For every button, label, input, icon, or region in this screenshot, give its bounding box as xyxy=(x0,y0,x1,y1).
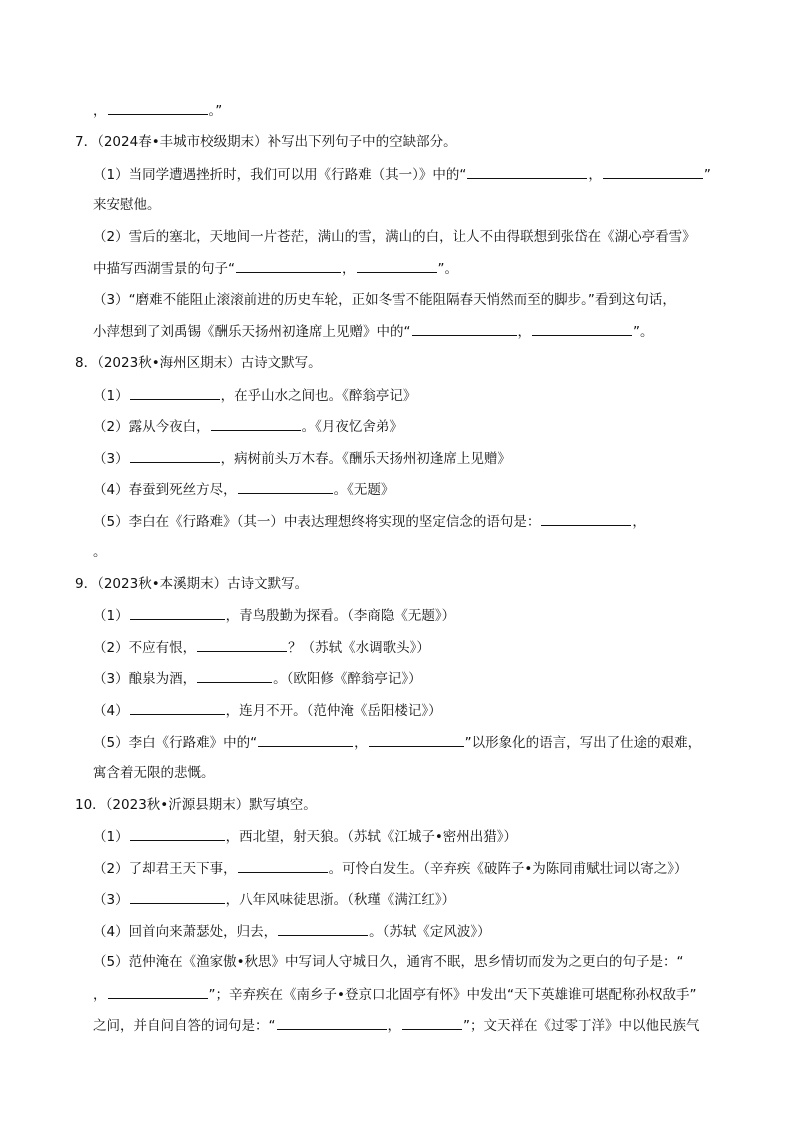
answer-blank[interactable] xyxy=(130,826,225,841)
text: 。《月夜忆舍弟》 xyxy=(301,419,403,435)
text: ， xyxy=(632,514,646,530)
text: ， xyxy=(93,987,107,1003)
q10-item-2 xyxy=(93,858,688,879)
q8-item-5-line-2: 。 xyxy=(93,544,107,560)
answer-blank[interactable] xyxy=(603,164,703,179)
text: 。可怜白发生。（辛弃疾《破阵子•为陈同甫赋壮词以寄之》） xyxy=(328,861,688,877)
question-8-header: 8．（2023秋•海州区期末）古诗文默写。 xyxy=(75,355,322,371)
text: 。” xyxy=(208,103,223,119)
text: ， xyxy=(342,261,356,277)
q7-item-1-line-2: 来安慰他。 xyxy=(93,197,161,213)
text: 小萍想到了刘禹锡《酬乐天扬州初逢席上见赠》中的“ xyxy=(93,324,411,340)
text: （2）了却君王天下事， xyxy=(93,861,237,877)
answer-blank[interactable] xyxy=(467,164,587,179)
q9-item-2 xyxy=(93,637,430,658)
text: （4）春蚕到死丝方尽， xyxy=(93,482,237,498)
answer-blank[interactable] xyxy=(108,984,208,999)
answer-blank[interactable] xyxy=(130,889,225,904)
text: （5）李白在《行路难》（其一）中表达理想终将实现的坚定信念的语句是： xyxy=(93,514,541,530)
text: ” xyxy=(703,167,711,183)
q9-item-5-line-2: 寓含着无限的悲慨。 xyxy=(93,765,215,781)
answer-blank[interactable] xyxy=(238,479,333,494)
text: （5）李白《行路难》中的“ xyxy=(93,735,258,751)
answer-blank[interactable] xyxy=(278,921,368,936)
q8-item-1 xyxy=(93,385,416,406)
text: （3） xyxy=(93,451,129,467)
text: （1） xyxy=(93,829,129,845)
answer-blank[interactable] xyxy=(130,700,225,715)
text: 中描写西湖雪景的句子“ xyxy=(93,261,235,277)
text: ， xyxy=(588,167,602,183)
text: （1） xyxy=(93,608,129,624)
text: ，在乎山水之间也。《醉翁亭记》 xyxy=(220,388,417,404)
text: ， xyxy=(387,1018,401,1034)
answer-blank[interactable] xyxy=(130,448,220,463)
q7-item-1-line-1 xyxy=(93,164,711,185)
text: （2）露从今夜白， xyxy=(93,419,210,435)
q10-item-5-line-2 xyxy=(93,984,696,1005)
text: ，连月不开。（范仲淹《岳阳楼记》） xyxy=(225,703,442,719)
answer-blank[interactable] xyxy=(197,637,287,652)
answer-blank[interactable] xyxy=(541,511,631,526)
text: （3）酿泉为酒， xyxy=(93,671,197,687)
q8-item-4 xyxy=(93,479,394,500)
question-10-header: 10．（2023秋•沂源县期末）默写填空。 xyxy=(75,797,317,813)
text: ”。 xyxy=(633,324,654,340)
q9-item-5-line-1 xyxy=(93,732,701,753)
text: （4）回首向来萧瑟处，归去， xyxy=(93,924,278,940)
text: ， xyxy=(93,103,107,119)
q9-item-4 xyxy=(93,700,442,721)
text: 。（苏轼《定风波》） xyxy=(369,924,491,940)
text: ”。 xyxy=(437,261,458,277)
text: ”以形象化的语言，写出了仕途的艰难， xyxy=(464,735,702,751)
q7-item-3-line-1: （3）“磨难不能阻止滚滚前进的历史车轮，正如冬雪不能阻隔春天悄然而至的脚步。”看到这句话， xyxy=(93,292,676,308)
text: ， xyxy=(517,324,531,340)
question-9-header: 9．（2023秋•本溪期末）古诗文默写。 xyxy=(75,576,309,592)
text: 之问，并自问自答的词句是：“ xyxy=(93,1018,276,1034)
q10-item-5-line-3 xyxy=(93,1015,700,1036)
answer-blank[interactable] xyxy=(197,668,272,683)
text: （2）不应有恨， xyxy=(93,640,197,656)
q7-item-2-line-1: （2）雪后的塞北，天地间一片苍茫，满山的雪，满山的白，让人不由得联想到张岱在《湖心亭看雪》 xyxy=(93,229,696,245)
answer-blank[interactable] xyxy=(412,321,517,336)
q10-item-5-line-1: （5）范仲淹在《渔家傲•秋思》中写词人守城日久，通宵不眠，思乡情切而发为之更白的句子是：“ xyxy=(93,954,684,970)
text: ， xyxy=(354,735,368,751)
q6-tail-line xyxy=(93,100,222,121)
answer-blank[interactable] xyxy=(130,385,220,400)
q8-item-2 xyxy=(93,416,403,437)
answer-blank[interactable] xyxy=(258,732,353,747)
answer-blank[interactable] xyxy=(369,732,464,747)
q7-item-3-line-2 xyxy=(93,321,654,342)
text: ，青鸟殷勤为探看。（李商隐《无题》） xyxy=(225,608,456,624)
answer-blank[interactable] xyxy=(357,258,437,273)
answer-blank[interactable] xyxy=(108,100,208,115)
q8-item-3 xyxy=(93,448,511,469)
answer-blank[interactable] xyxy=(238,858,328,873)
q10-item-1 xyxy=(93,826,517,847)
text: ”；文天祥在《过零丁洋》中以他民族气 xyxy=(463,1018,700,1034)
answer-blank[interactable] xyxy=(211,416,301,431)
q10-item-3 xyxy=(93,889,455,910)
q8-item-5-line-1 xyxy=(93,511,646,532)
text: （1） xyxy=(93,388,129,404)
text: （4） xyxy=(93,703,129,719)
text: 。《无题》 xyxy=(333,482,395,498)
q10-item-4 xyxy=(93,921,491,942)
text: ，西北望，射天狼。（苏轼《江城子•密州出猎》） xyxy=(225,829,518,845)
text: ，病树前头万木春。《酬乐天扬州初逢席上见赠》 xyxy=(220,451,511,467)
text: ，八年风味徒思浙。（秋瑾《满江红》） xyxy=(225,892,456,908)
q7-item-2-line-2 xyxy=(93,258,458,279)
question-7-header: 7．（2024春•丰城市校级期末）补写出下列句子中的空缺部分。 xyxy=(75,134,457,150)
q9-item-1 xyxy=(93,605,455,626)
text: ？（苏轼《水调歌头》） xyxy=(288,640,430,656)
text: ”；辛弃疾在《南乡子•登京口北固亭有怀》中发出“天下英雄谁可堪配称孙权敌手” xyxy=(208,987,697,1003)
text: （3） xyxy=(93,892,129,908)
answer-blank[interactable] xyxy=(130,605,225,620)
q9-item-3 xyxy=(93,668,422,689)
text: 。（欧阳修《醉翁亭记》） xyxy=(273,671,422,687)
answer-blank[interactable] xyxy=(277,1015,387,1030)
answer-blank[interactable] xyxy=(236,258,341,273)
text: （1）当同学遭遇挫折时，我们可以用《行路难（其一）》中的“ xyxy=(93,167,467,183)
answer-blank[interactable] xyxy=(532,321,632,336)
answer-blank[interactable] xyxy=(402,1015,462,1030)
